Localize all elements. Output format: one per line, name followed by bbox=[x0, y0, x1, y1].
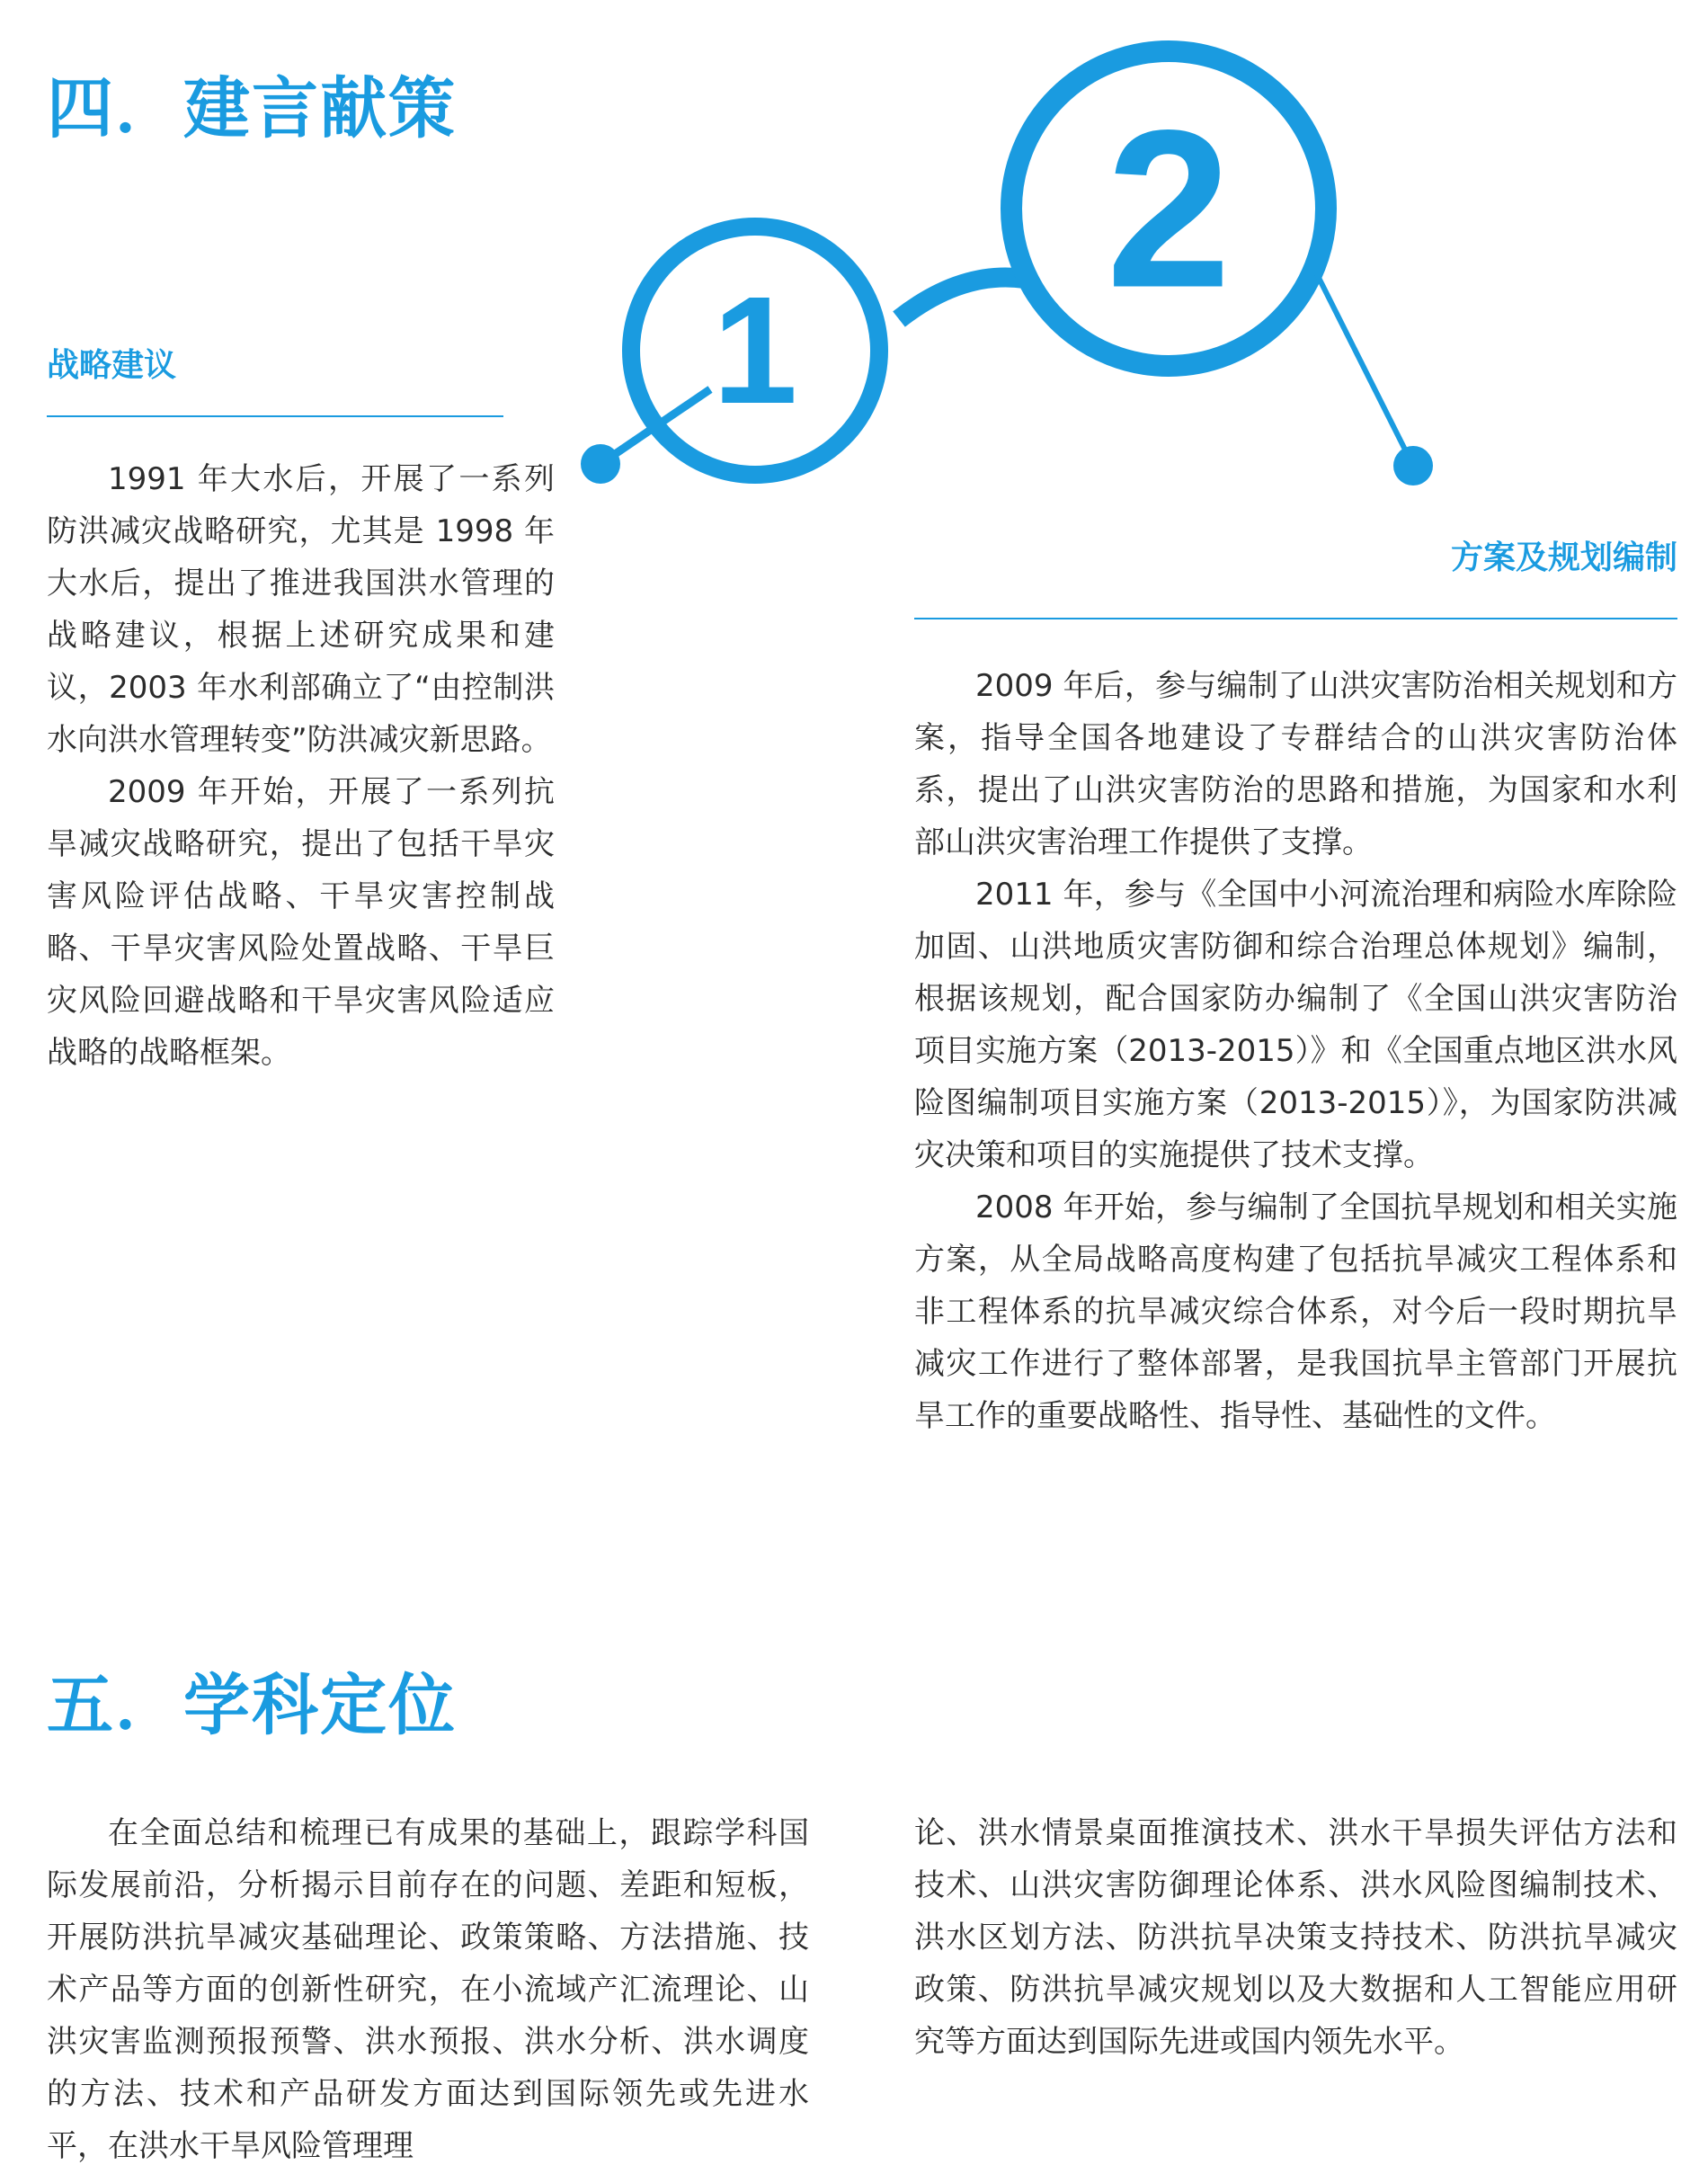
section5-left-text bbox=[47, 1807, 809, 2172]
planning-heading: 方案及规划编制 bbox=[1450, 539, 1677, 576]
planning-paragraph-3: 2008 年开始，参与编制了全国抗旱规划和相关实施方案，从全局战略高度构建了包括抗旱减灾工程体系和非工程体系的抗旱减灾综合体系，对今后一段时期抗旱减灾工作进行了整体部署，是我国抗旱主管部门开展抗旱工作的重要战略性、指导性、基础性的文件。 bbox=[914, 1189, 1677, 1434]
section4-title: 四．建言献策 bbox=[47, 70, 457, 147]
strategy-divider bbox=[47, 415, 503, 417]
section5-right-text bbox=[914, 1807, 1677, 2068]
strategy-paragraph-2: 2009 年开始，开展了一系列抗旱减灾战略研究，提出了包括干旱灾害风险评估战略、干旱灾害控制战略、干旱灾害风险处置战略、干旱巨灾风险回避战略和干旱灾害风险适应战略的战略框架。 bbox=[47, 774, 555, 1071]
badge-number-2: 2 bbox=[1106, 83, 1232, 334]
planning-paragraph-1: 2009 年后，参与编制了山洪灾害防治相关规划和方案，指导全国各地建设了专群结合的山洪灾害防治体系，提出了山洪灾害防治的思路和措施，为国家和水利部山洪灾害治理工作提供了支撑。 bbox=[914, 668, 1677, 860]
section5-right-paragraph: 论、洪水情景桌面推演技术、洪水干旱损失评估方法和技术、山洪灾害防御理论体系、洪水风险图编制技术、洪水区划方法、防洪抗旱决策支持技术、防洪抗旱减灾政策、防洪抗旱减灾规划以及大数据和人工智能应用研究等方面达到国际先进或国内领先水平。 bbox=[914, 1815, 1677, 2060]
section5-left-paragraph: 在全面总结和梳理已有成果的基础上，跟踪学科国际发展前沿，分析揭示目前存在的问题、差距和短板，开展防洪抗旱减灾基础理论、政策策略、方法措施、技术产品等方面的创新性研究，在小流域产汇流理论、山洪灾害监测预报预警、洪水预报、洪水分析、洪水调度的方法、技术和产品研发方面达到国际领先或先进水平，在洪水干旱风险管理理 bbox=[47, 1815, 809, 2164]
connector-line-right bbox=[1317, 274, 1413, 466]
strategy-paragraph-1: 1991 年大水后，开展了一系列防洪减灾战略研究，尤其是 1998 年大水后，提出了推进我国洪水管理的战略建议，根据上述研究成果和建议，2003 年水利部确立了“由控制洪水向洪水管理转变”防洪减灾新思路。 bbox=[47, 461, 555, 758]
planning-text bbox=[914, 660, 1677, 1442]
strategy-heading: 战略建议 bbox=[47, 347, 177, 384]
circle-bridge bbox=[899, 277, 1025, 319]
planning-paragraph-2: 2011 年，参与《全国中小河流治理和病险水库除险加固、山洪地质灾害防御和综合治理总体规划》编制，根据该规划，配合国家防办编制了《全国山洪灾害防治项目实施方案（2013-2015）》和《全国重点地区洪水风险图编制项目实施方案（2013-2015）》，为国家防洪减灾决策和项目的实施提供了技术支撑。 bbox=[914, 877, 1677, 1173]
connector-dot-right bbox=[1393, 446, 1433, 486]
connector-dot-left bbox=[581, 444, 620, 484]
strategy-text bbox=[47, 453, 555, 1079]
planning-divider bbox=[914, 618, 1677, 619]
section5-title: 五．学科定位 bbox=[47, 1667, 457, 1744]
badge-number-1: 1 bbox=[712, 265, 798, 436]
